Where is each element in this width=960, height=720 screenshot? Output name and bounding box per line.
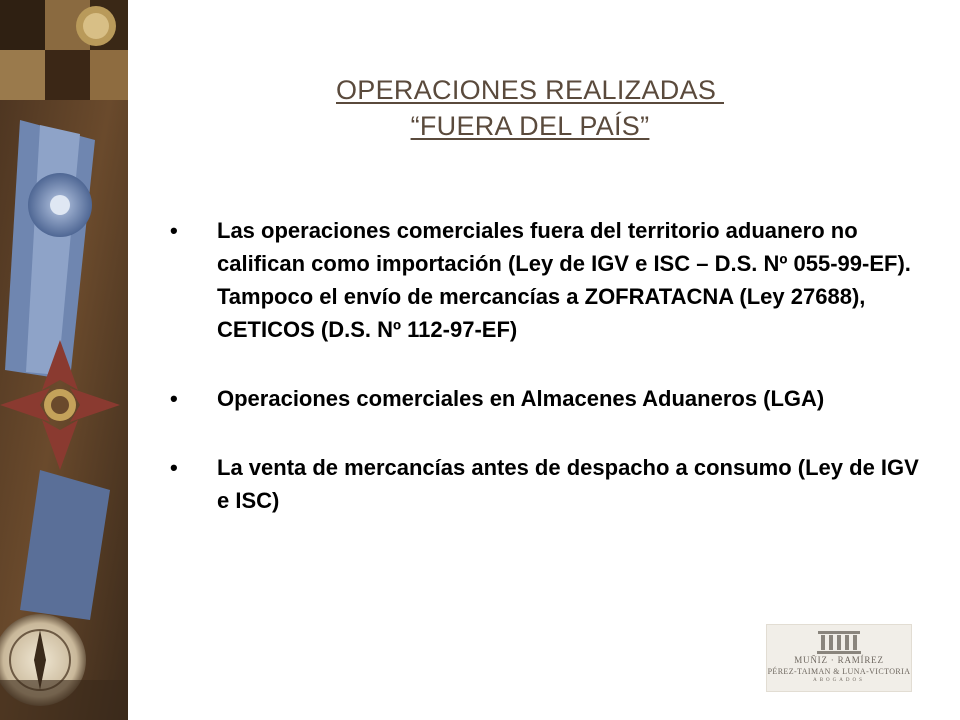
bullet-list bbox=[170, 214, 930, 553]
list-item bbox=[170, 382, 930, 415]
bullet-marker: • bbox=[170, 218, 178, 243]
logo-line-2: PÉREZ-TAIMAN & LUNA-VICTORIA bbox=[767, 667, 911, 676]
logo-line-1: MUÑIZ · RAMÍREZ bbox=[794, 655, 884, 665]
bullet-text: Las operaciones comerciales fuera del territorio aduanero no califican como importación (Ley de IGV e ISC – D.S. Nº 055-99-EF). Tampoco el envío de mercancías a ZOFRATACNA (Ley 27688), CETICOS (D.S. Nº 112-97-EF) bbox=[217, 218, 911, 342]
building-columns-icon bbox=[816, 629, 862, 655]
slide-title bbox=[220, 72, 840, 144]
side-decorative-photo bbox=[0, 0, 128, 720]
bullet-text: Operaciones comerciales en Almacenes Aduaneros (LGA) bbox=[217, 386, 825, 411]
bullet-text: La venta de mercancías antes de despacho a consumo (Ley de IGV e ISC) bbox=[217, 455, 919, 513]
logo-line-3: ABOGADOS bbox=[813, 678, 865, 683]
title-line-2: “FUERA DEL PAÍS” bbox=[410, 111, 650, 141]
medal-compass-illustration bbox=[0, 0, 128, 720]
bullet-marker: • bbox=[170, 386, 178, 411]
list-item bbox=[170, 214, 930, 346]
bullet-marker: • bbox=[170, 455, 178, 480]
title-line-1: OPERACIONES REALIZADAS bbox=[336, 75, 724, 105]
law-firm-logo bbox=[766, 624, 912, 692]
list-item bbox=[170, 451, 930, 517]
